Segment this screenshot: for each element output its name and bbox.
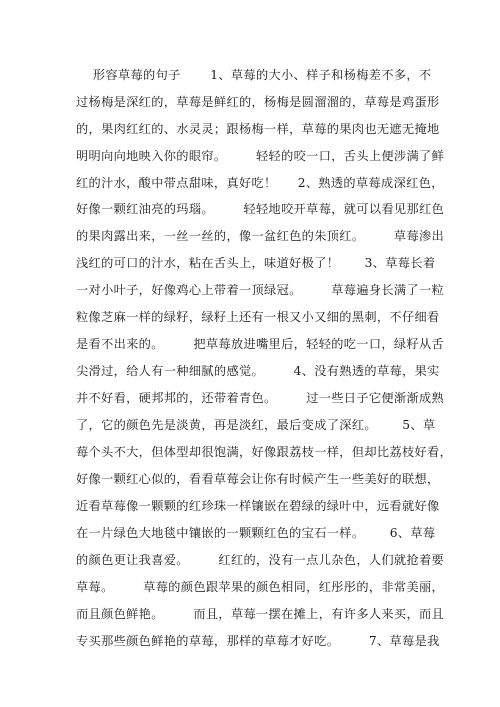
text-line-10: 粒像芝麻一样的绿籽，绿籽上还有一根又小又细的黑刺，不仔细看	[76, 310, 440, 324]
text-line-20: 草莓。 草莓的颜色跟苹果的颜色相同，红彤彤的，非常美丽，	[76, 580, 445, 594]
text-line-22: 专买那些颜色鲜艳的草莓，那样的草莓才好吃。 7、草莓是我	[76, 634, 440, 648]
text-line-15: 莓个头不大，但体型却很饱满，好像跟荔枝一样，但却比荔枝好看，	[76, 445, 453, 459]
text-line-4: 明明向向地映入你的眼帘。 轻轻的咬一口，舌头上便涉满了鲜	[76, 149, 445, 163]
text-line-21: 而且颜色鲜艳。 而且，草莓一摆在摊上，有许多人来买，而且	[76, 607, 445, 621]
text-line-11: 是看不出来的。 把草莓放进嘴里后，轻轻的吃一口，绿籽从舌	[76, 337, 445, 351]
text-line-16: 好像一颗红心似的，看看草莓会让你有时候产生一些美好的联想，	[76, 472, 440, 486]
text-line-18: 在一片绿色大地毯中镶嵌的一颗颗红色的宝石一样。 6、草莓	[76, 526, 436, 540]
text-line-19: 的颜色更让我喜爱。 红红的，没有一点儿杂色，人们就抢着要	[76, 553, 445, 567]
text-line-1: 形容草莓的句子 1、草莓的大小、样子和杨梅差不多，不	[76, 68, 432, 82]
text-line-8: 浅红的可口的汁水，粘在舌头上，味道好极了！ 3、草莓长着	[76, 256, 436, 270]
text-line-14: 了，它的颜色先是淡黄，再是淡红，最后变成了深红。 5、草	[76, 418, 436, 432]
text-line-9: 一对小叶子，好像鸡心上带着一顶绿冠。 草莓遍身长满了一粒	[76, 283, 445, 297]
text-line-12: 尖滑过，给人有一种细腻的感觉。 4、没有熟透的草莓，果实	[76, 364, 440, 378]
text-line-7: 的果肉露出来，一丝一丝的，像一盆红色的朱顶红。 草莓渗出	[76, 229, 445, 243]
text-line-13: 并不好看，硬邦邦的，还带着青色。 过一些日子它便渐渐成熟	[76, 391, 445, 405]
text-line-17: 近看草莓像一颗颗的红珍珠一样镶嵌在碧绿的绿叶中，远看就好像	[76, 499, 440, 513]
text-line-6: 好像一颗红油亮的玛瑙。 轻轻地咬开草莓，就可以看见那红色	[76, 202, 445, 216]
text-line-3: 的，果肉红红的、水灵灵；跟杨梅一样，草莓的果肉也无遮无掩地	[76, 122, 440, 136]
text-line-5: 红的汁水，酸中带点甜味，真好吃！ 2、熟透的草莓成深红色，	[76, 176, 444, 190]
text-line-2: 过杨梅是深红的，草莓是鲜红的，杨梅是圆溜溜的，草莓是鸡蛋形	[76, 95, 440, 109]
